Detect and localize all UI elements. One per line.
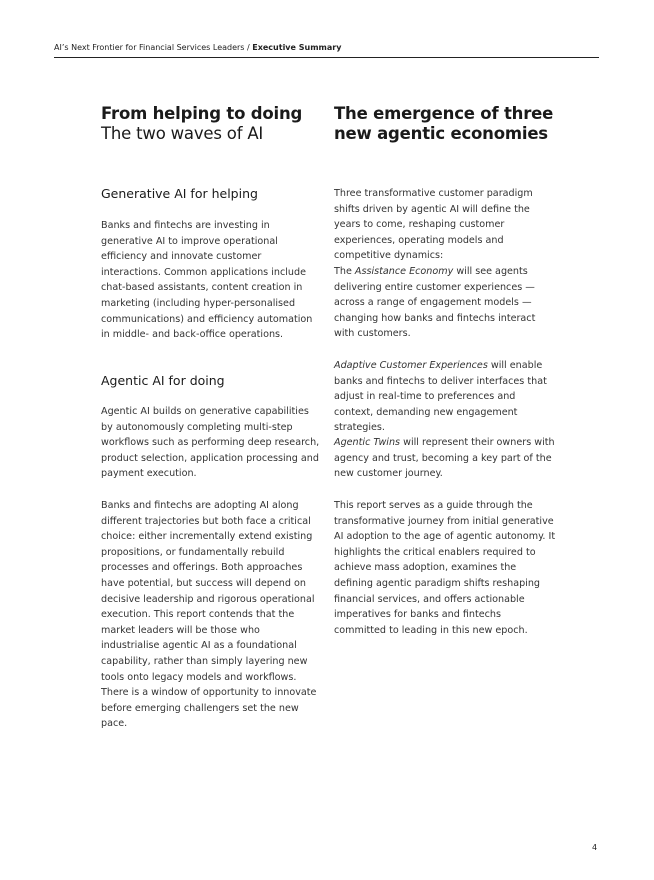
- assistance-economy-paragraph: [334, 264, 556, 342]
- agentic-twins-term: Agentic Twins: [334, 437, 401, 448]
- trajectory-body: Banks and fintechs are adopting AI along different trajectories but both face a critical choice: either incrementally extend existing propositions, or fundamentally rebuild processes and offerings. Both approaches have potential, but success will depend on decisive leadership and rigorous operational execution. This report contends that the market leaders will be those who industrialise agentic AI as a foundational capability, rather than simply layering new tools onto legacy models and workflows. There is a window of opportunity to innovate before emerging challengers set the new pace.: [101, 500, 317, 730]
- page-number: 4: [592, 843, 598, 852]
- left-heading-bold: From helping to doing: [101, 104, 303, 123]
- agentic-ai-title: Agentic AI for doing: [101, 373, 225, 388]
- adaptive-experiences-term: Adaptive Customer Experiences: [334, 360, 488, 371]
- header-separator: /: [244, 43, 253, 52]
- generative-ai-title: Generative AI for helping: [101, 186, 258, 201]
- assistance-economy-text: will see agents delivering entire customer experiences — across a range of engagement models — changing how banks and fintechs interact with customers.: [334, 266, 536, 340]
- generative-ai-body: Banks and fintechs are investing in generative AI to improve operational efficiency and innovate customer interactions. Common applications include chat-based assistants, content creation in marketing (including hyper-personalised communications) and efficiency automation in middle- and back-office operations.: [101, 220, 313, 341]
- agentic-twins-text: will represent their owners with agency and trust, becoming a key part of the new customer journey.: [334, 437, 555, 480]
- right-intro: Three transformative customer paradigm shifts driven by agentic AI will define the years to come, reshaping customer experiences, operating models and competitive dynamics:: [334, 188, 533, 262]
- left-heading-light: The two waves of AI: [101, 124, 264, 143]
- running-header: [54, 43, 599, 58]
- adaptive-experiences-paragraph: [334, 358, 556, 436]
- agentic-ai-body: Agentic AI builds on generative capabilities by autonomously completing multi-step workflows such as performing deep research, product selection, application processing and payment execution.: [101, 406, 320, 480]
- header-title: AI’s Next Frontier for Financial Services Leaders: [54, 43, 245, 52]
- right-column: [334, 104, 556, 636]
- header-section: Executive Summary: [252, 43, 342, 52]
- right-heading: The emergence of three new agentic economies: [334, 104, 554, 143]
- agentic-twins-paragraph: [334, 435, 556, 482]
- adaptive-experiences-text: will enable banks and fintechs to deliver interfaces that adjust in real-time to preferences and context, demanding new engagement strategies.: [334, 360, 547, 434]
- right-closing: This report serves as a guide through the transformative journey from initial generative AI adoption to the age of agentic autonomy. It highlights the critical enablers required to achieve mass adoption, examines the defining agentic paradigm shifts reshaping financial services, and offers actionable imperatives for banks and fintechs committed to leading in this new epoch.: [334, 500, 556, 636]
- assistance-economy-term: Assistance Economy: [354, 266, 454, 277]
- assistance-lead: The: [334, 266, 355, 277]
- left-column: [101, 104, 321, 730]
- left-heading: [101, 104, 321, 144]
